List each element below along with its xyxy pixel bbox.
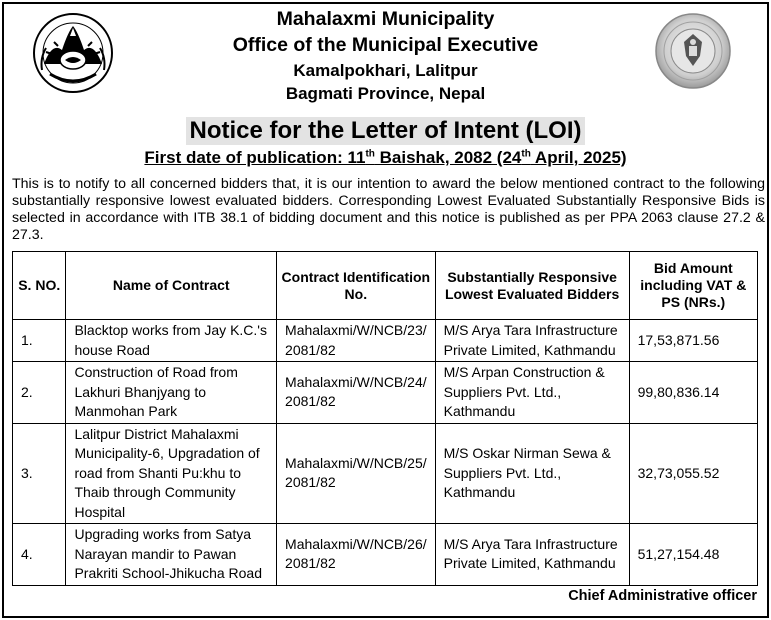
table-row bbox=[13, 423, 758, 524]
row-bid-amount: 51,27,154.48 bbox=[629, 524, 757, 586]
ordinal-suffix: th bbox=[521, 148, 531, 160]
table-header-row bbox=[13, 252, 758, 320]
row-contract-name: Blacktop works from Jay K.C.'s house Road bbox=[66, 320, 277, 362]
row-contract-id: Mahalaxmi/W/NCB/23/ 2081/82 bbox=[277, 320, 436, 362]
row-bidder: M/S Arya Tara Infrastructure Private Limited, Kathmandu bbox=[435, 524, 629, 586]
row-bidder: M/S Arpan Construction & Suppliers Pvt. Ltd., Kathmandu bbox=[435, 362, 629, 424]
notice-title: Notice for the Letter of Intent (LOI) bbox=[186, 117, 586, 145]
publication-date bbox=[0, 148, 771, 168]
table-row bbox=[13, 362, 758, 424]
row-contract-id: Mahalaxmi/W/NCB/26/ 2081/82 bbox=[277, 524, 436, 586]
publication-mid: Baishak, 2082 (24 bbox=[374, 148, 522, 167]
row-bid-amount: 17,53,871.56 bbox=[629, 320, 757, 362]
header-contract-name: Name of Contract bbox=[66, 252, 277, 320]
row-contract-name: Upgrading works from Satya Narayan mandir to Pawan Prakriti School-Jhikucha Road bbox=[66, 524, 277, 586]
intro-paragraph: This is to notify to all concerned bidders that, it is our intention to award the below mentioned contract to the following substantially responsive lowest evaluated bidders. Corresponding Lowest Evaluated Substantially Responsive Bids is selected in accordance with ITB 38.1 of bidding document and this notice is published as per PPA 2063 clause 27.2 & 27.3. bbox=[12, 176, 765, 243]
header-sn: S. NO. bbox=[13, 252, 66, 320]
publication-end: April, 2025) bbox=[530, 148, 627, 167]
office-name: Office of the Municipal Executive bbox=[232, 34, 539, 56]
notice-title-wrap bbox=[0, 117, 771, 145]
row-bid-amount: 32,73,055.52 bbox=[629, 423, 757, 524]
header-contract-id: Contract Identification No. bbox=[277, 252, 436, 320]
row-bidder: M/S Oskar Nirman Sewa & Suppliers Pvt. Ltd., Kathmandu bbox=[435, 423, 629, 524]
row-bid-amount: 99,80,836.14 bbox=[629, 362, 757, 424]
row-contract-name: Construction of Road from Lakhuri Bhanjyang to Manmohan Park bbox=[66, 362, 277, 424]
row-contract-id: Mahalaxmi/W/NCB/24/ 2081/82 bbox=[277, 362, 436, 424]
table-row bbox=[13, 320, 758, 362]
address-line: Kamalpokhari, Lalitpur bbox=[293, 61, 478, 80]
row-sn: 3. bbox=[13, 423, 66, 524]
header-bidder: Substantially Responsive Lowest Evaluated Bidders bbox=[435, 252, 629, 320]
row-contract-name: Lalitpur District Mahalaxmi Municipality-6, Upgradation of road from Shanti Pu:khu to Thaib through Community Hospital bbox=[66, 423, 277, 524]
table-row bbox=[13, 524, 758, 586]
row-contract-id: Mahalaxmi/W/NCB/25/ 2081/82 bbox=[277, 423, 436, 524]
row-sn: 1. bbox=[13, 320, 66, 362]
header-bid-amount: Bid Amount including VAT & PS (NRs.) bbox=[629, 252, 757, 320]
ordinal-suffix: th bbox=[365, 148, 375, 160]
row-sn: 4. bbox=[13, 524, 66, 586]
signatory-title: Chief Administrative officer bbox=[568, 588, 757, 604]
row-bidder: M/S Arya Tara Infrastructure Private Limited, Kathmandu bbox=[435, 320, 629, 362]
publication-label: First date of publication: 11 bbox=[144, 148, 366, 167]
publication-date-text bbox=[144, 148, 626, 167]
municipality-name: Mahalaxmi Municipality bbox=[276, 8, 495, 30]
province-line: Bagmati Province, Nepal bbox=[285, 84, 486, 103]
contracts-table bbox=[12, 251, 758, 586]
row-sn: 2. bbox=[13, 362, 66, 424]
